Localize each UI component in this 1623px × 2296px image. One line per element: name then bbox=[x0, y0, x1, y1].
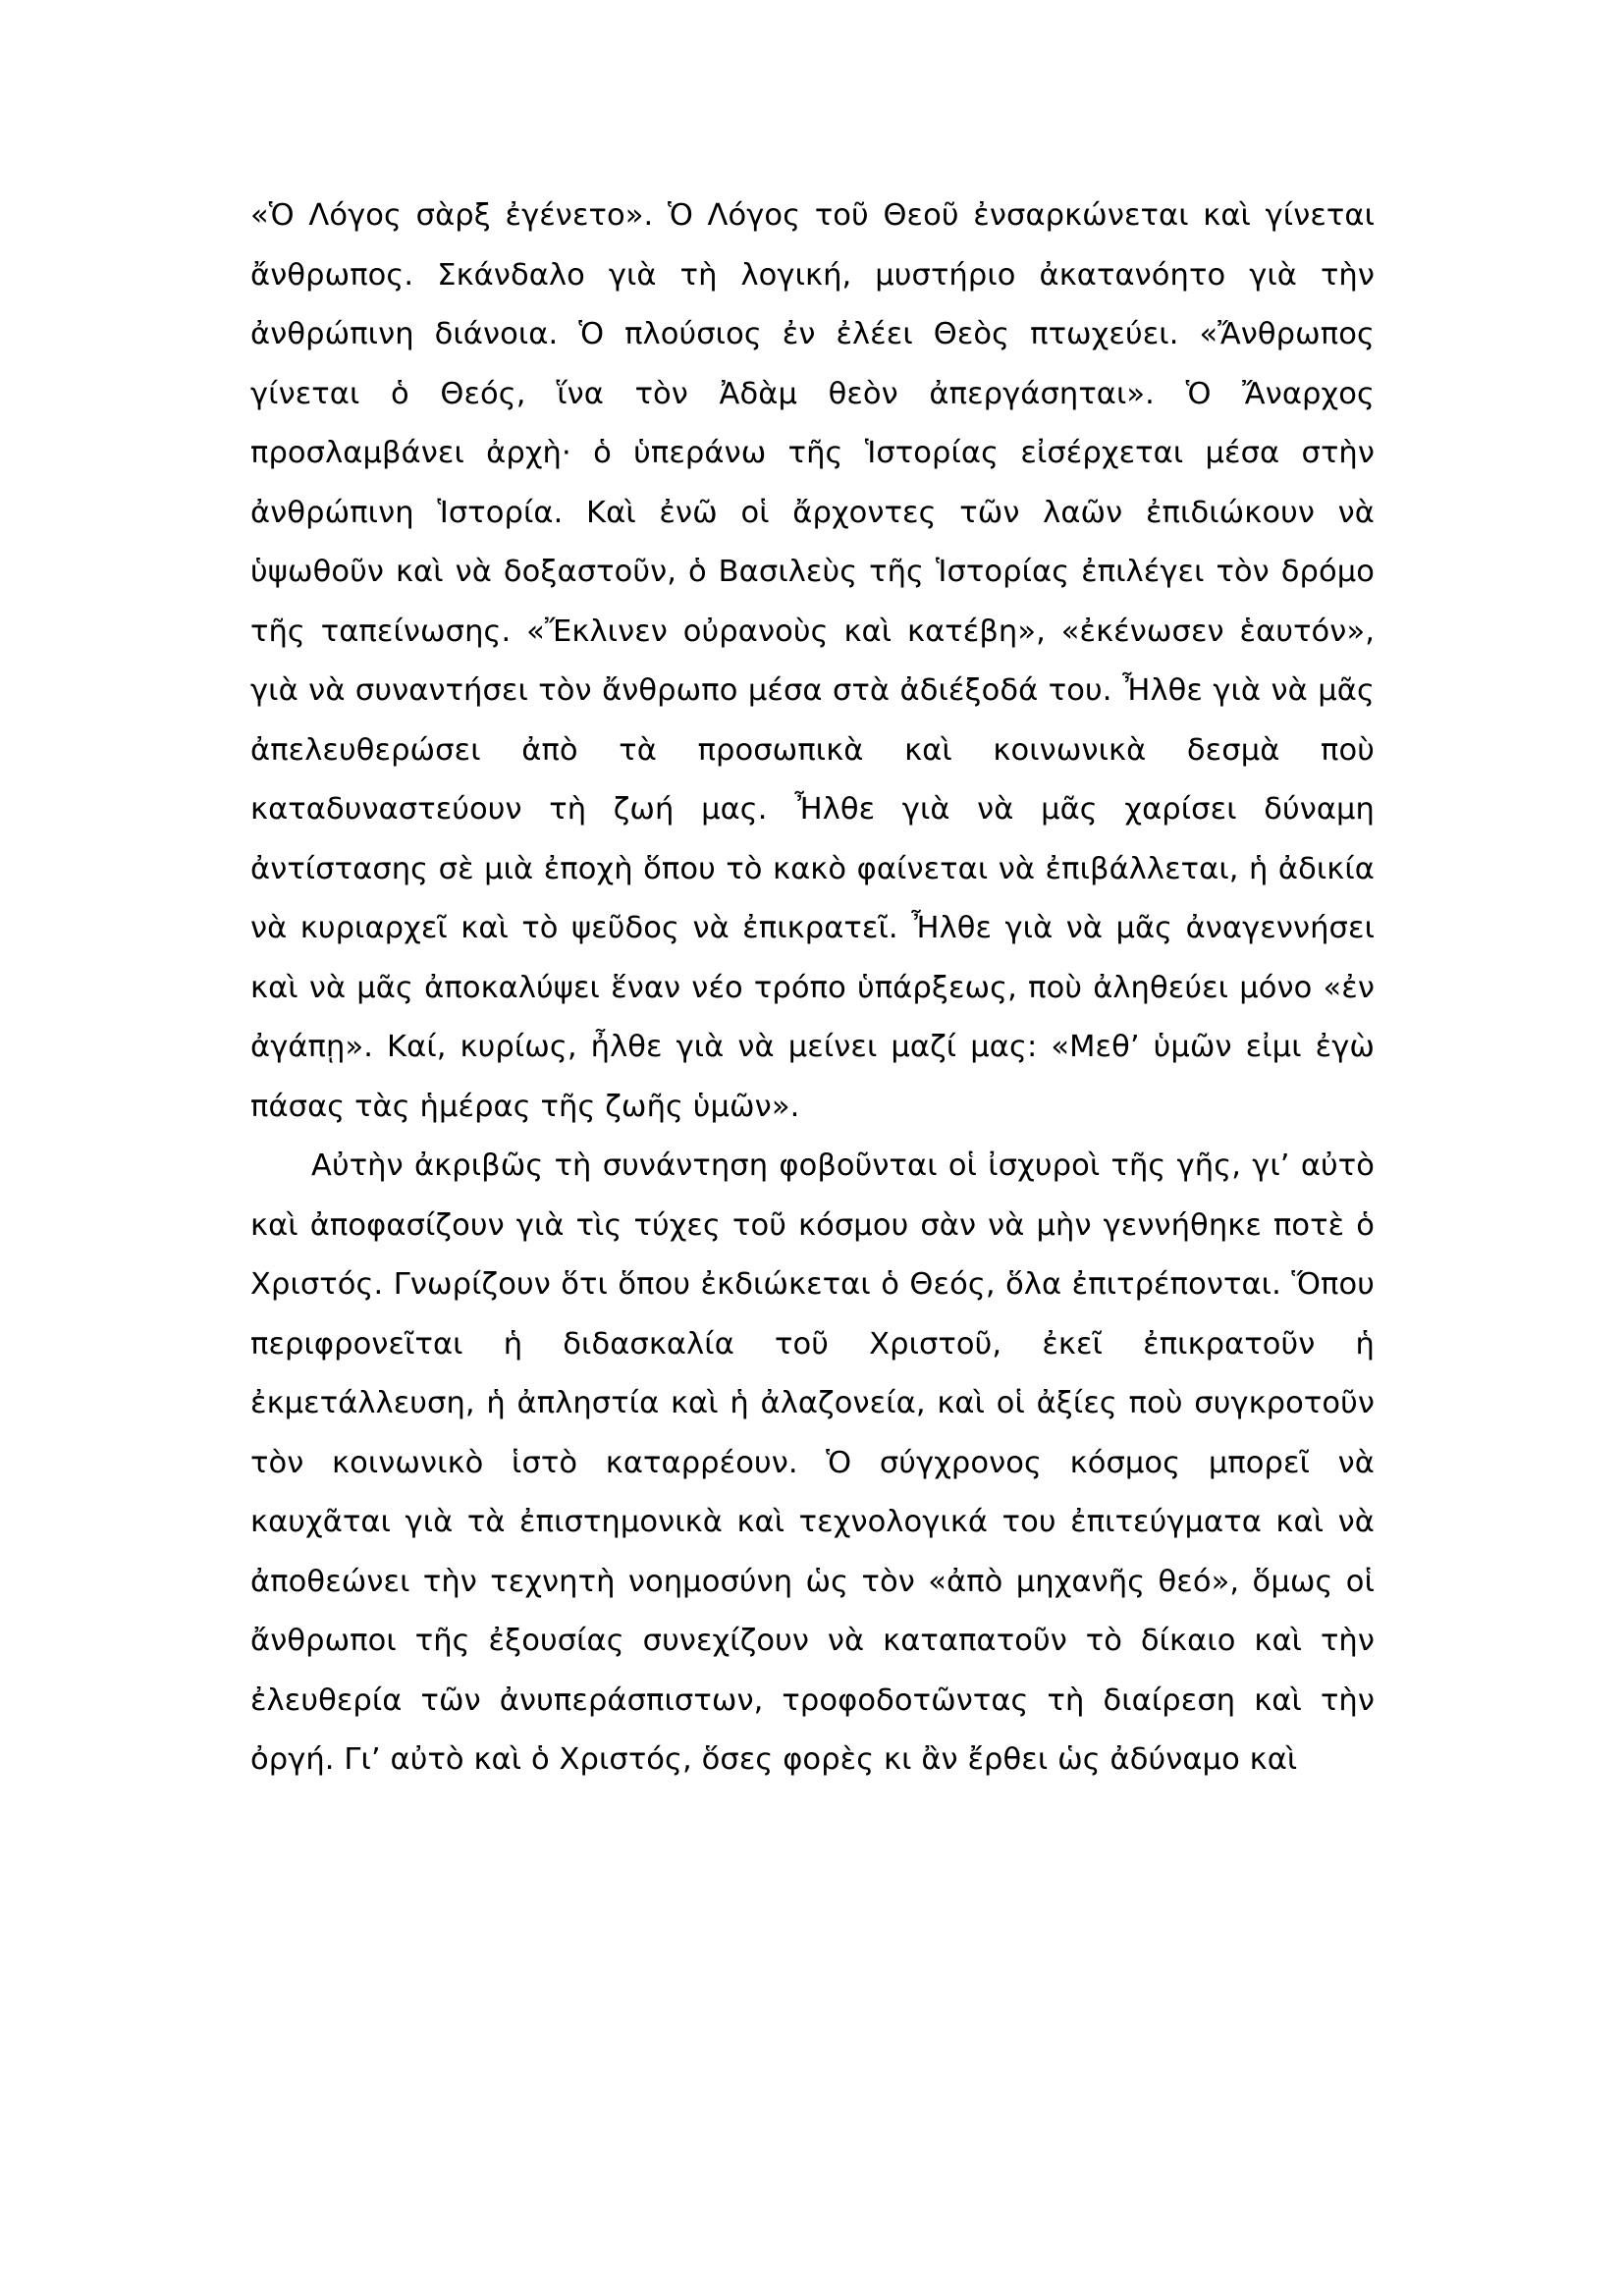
paragraph-1: «Ὁ Λόγος σὰρξ ἐγένετο». Ὁ Λόγος τοῦ Θεοῦ ἐνσαρκώνεται καὶ γίνεται ἄνθρωπος. Σκάνδαλο γιὰ τὴ λογική, μυστήριο ἀκατανόητο γιὰ τὴν ἀνθρώπινη διάνοια. Ὁ πλούσιος ἐν ἐλέει Θεὸς πτωχεύει. «Ἄνθρωπος γίνεται ὁ Θεός, ἵνα τὸν Ἀδὰμ θεὸν ἀπεργάσηται». Ὁ Ἄναρχος προσλαμβάνει ἀρχὴ· ὁ ὑπεράνω τῆς Ἱστορίας εἰσέρχεται μέσα στὴν ἀνθρώπινη Ἱστορία. Καὶ ἐνῶ οἱ ἄρχοντες τῶν λαῶν ἐπιδιώκουν νὰ ὑψωθοῦν καὶ νὰ δοξαστοῦν, ὁ Βασιλεὺς τῆς Ἱστορίας ἐπιλέγει τὸν δρόμο τῆς ταπείνωσης. «Ἔκλινεν οὐρανοὺς καὶ κατέβη», «ἐκένωσεν ἑαυτόν», γιὰ νὰ συναντήσει τὸν ἄνθρωπο μέσα στὰ ἀδιέξοδά του. Ἦλθε γιὰ νὰ μᾶς ἀπελευθερώσει ἀπὸ τὰ προσωπικὰ καὶ κοινωνικὰ δεσμὰ ποὺ καταδυναστεύουν τὴ ζωή μας. Ἦλθε γιὰ νὰ μᾶς χαρίσει δύναμη ἀντίστασης σὲ μιὰ ἐποχὴ ὅπου τὸ κακὸ φαίνεται νὰ ἐπιβάλλεται, ἡ ἀδικία νὰ κυριαρχεῖ καὶ τὸ ψεῦδος νὰ ἐπικρατεῖ. Ἦλθε γιὰ νὰ μᾶς ἀναγεννήσει καὶ νὰ μᾶς ἀποκαλύψει ἕναν νέο τρόπο ὑπάρξεως, ποὺ ἀληθεύει μόνο «ἐν ἀγάπῃ». Καί, κυρίως, ἦλθε γιὰ νὰ μείνει μαζί μας: «Μεθ’ ὑμῶν εἰμι ἐγὼ πάσας τὰς ἡμέρας τῆς ζωῆς ὑμῶν». bbox=[250, 198, 1375, 1124]
paragraph-2: Αὐτὴν ἀκριβῶς τὴ συνάντηση φοβοῦνται οἱ ἰσχυροὶ τῆς γῆς, γι’ αὐτὸ καὶ ἀποφασίζουν γιὰ τὶς τύχες τοῦ κόσμου σὰν νὰ μὴν γεννήθηκε ποτὲ ὁ Χριστός. Γνωρίζουν ὅτι ὅπου ἐκδιώκεται ὁ Θεός, ὅλα ἐπιτρέπονται. Ὅπου περιφρονεῖται ἡ διδασκαλία τοῦ Χριστοῦ, ἐκεῖ ἐπικρατοῦν ἡ ἐκμετάλλευση, ἡ ἀπληστία καὶ ἡ ἀλαζονεία, καὶ οἱ ἀξίες ποὺ συγκροτοῦν τὸν κοινωνικὸ ἱστὸ καταρρέουν. Ὁ σύγχρονος κόσμος μπορεῖ νὰ καυχᾶται γιὰ τὰ ἐπιστημονικὰ καὶ τεχνολογικά του ἐπιτεύγματα καὶ νὰ ἀποθεώνει τὴν τεχνητὴ νοημοσύνη ὡς τὸν «ἀπὸ μηχανῆς θεό», ὅμως οἱ ἄνθρωποι τῆς ἐξουσίας συνεχίζουν νὰ καταπατοῦν τὸ δίκαιο καὶ τὴν ἐλευθερία τῶν ἀνυπεράσπιστων, τροφοδοτῶντας τὴ διαίρεση καὶ τὴν ὀργή. Γι’ αὐτὸ καὶ ὁ Χριστός, ὅσες φορὲς κι ἂν ἔρθει ὡς ἀδύναμο καὶ bbox=[250, 1148, 1375, 1777]
document-body bbox=[250, 187, 1375, 1790]
